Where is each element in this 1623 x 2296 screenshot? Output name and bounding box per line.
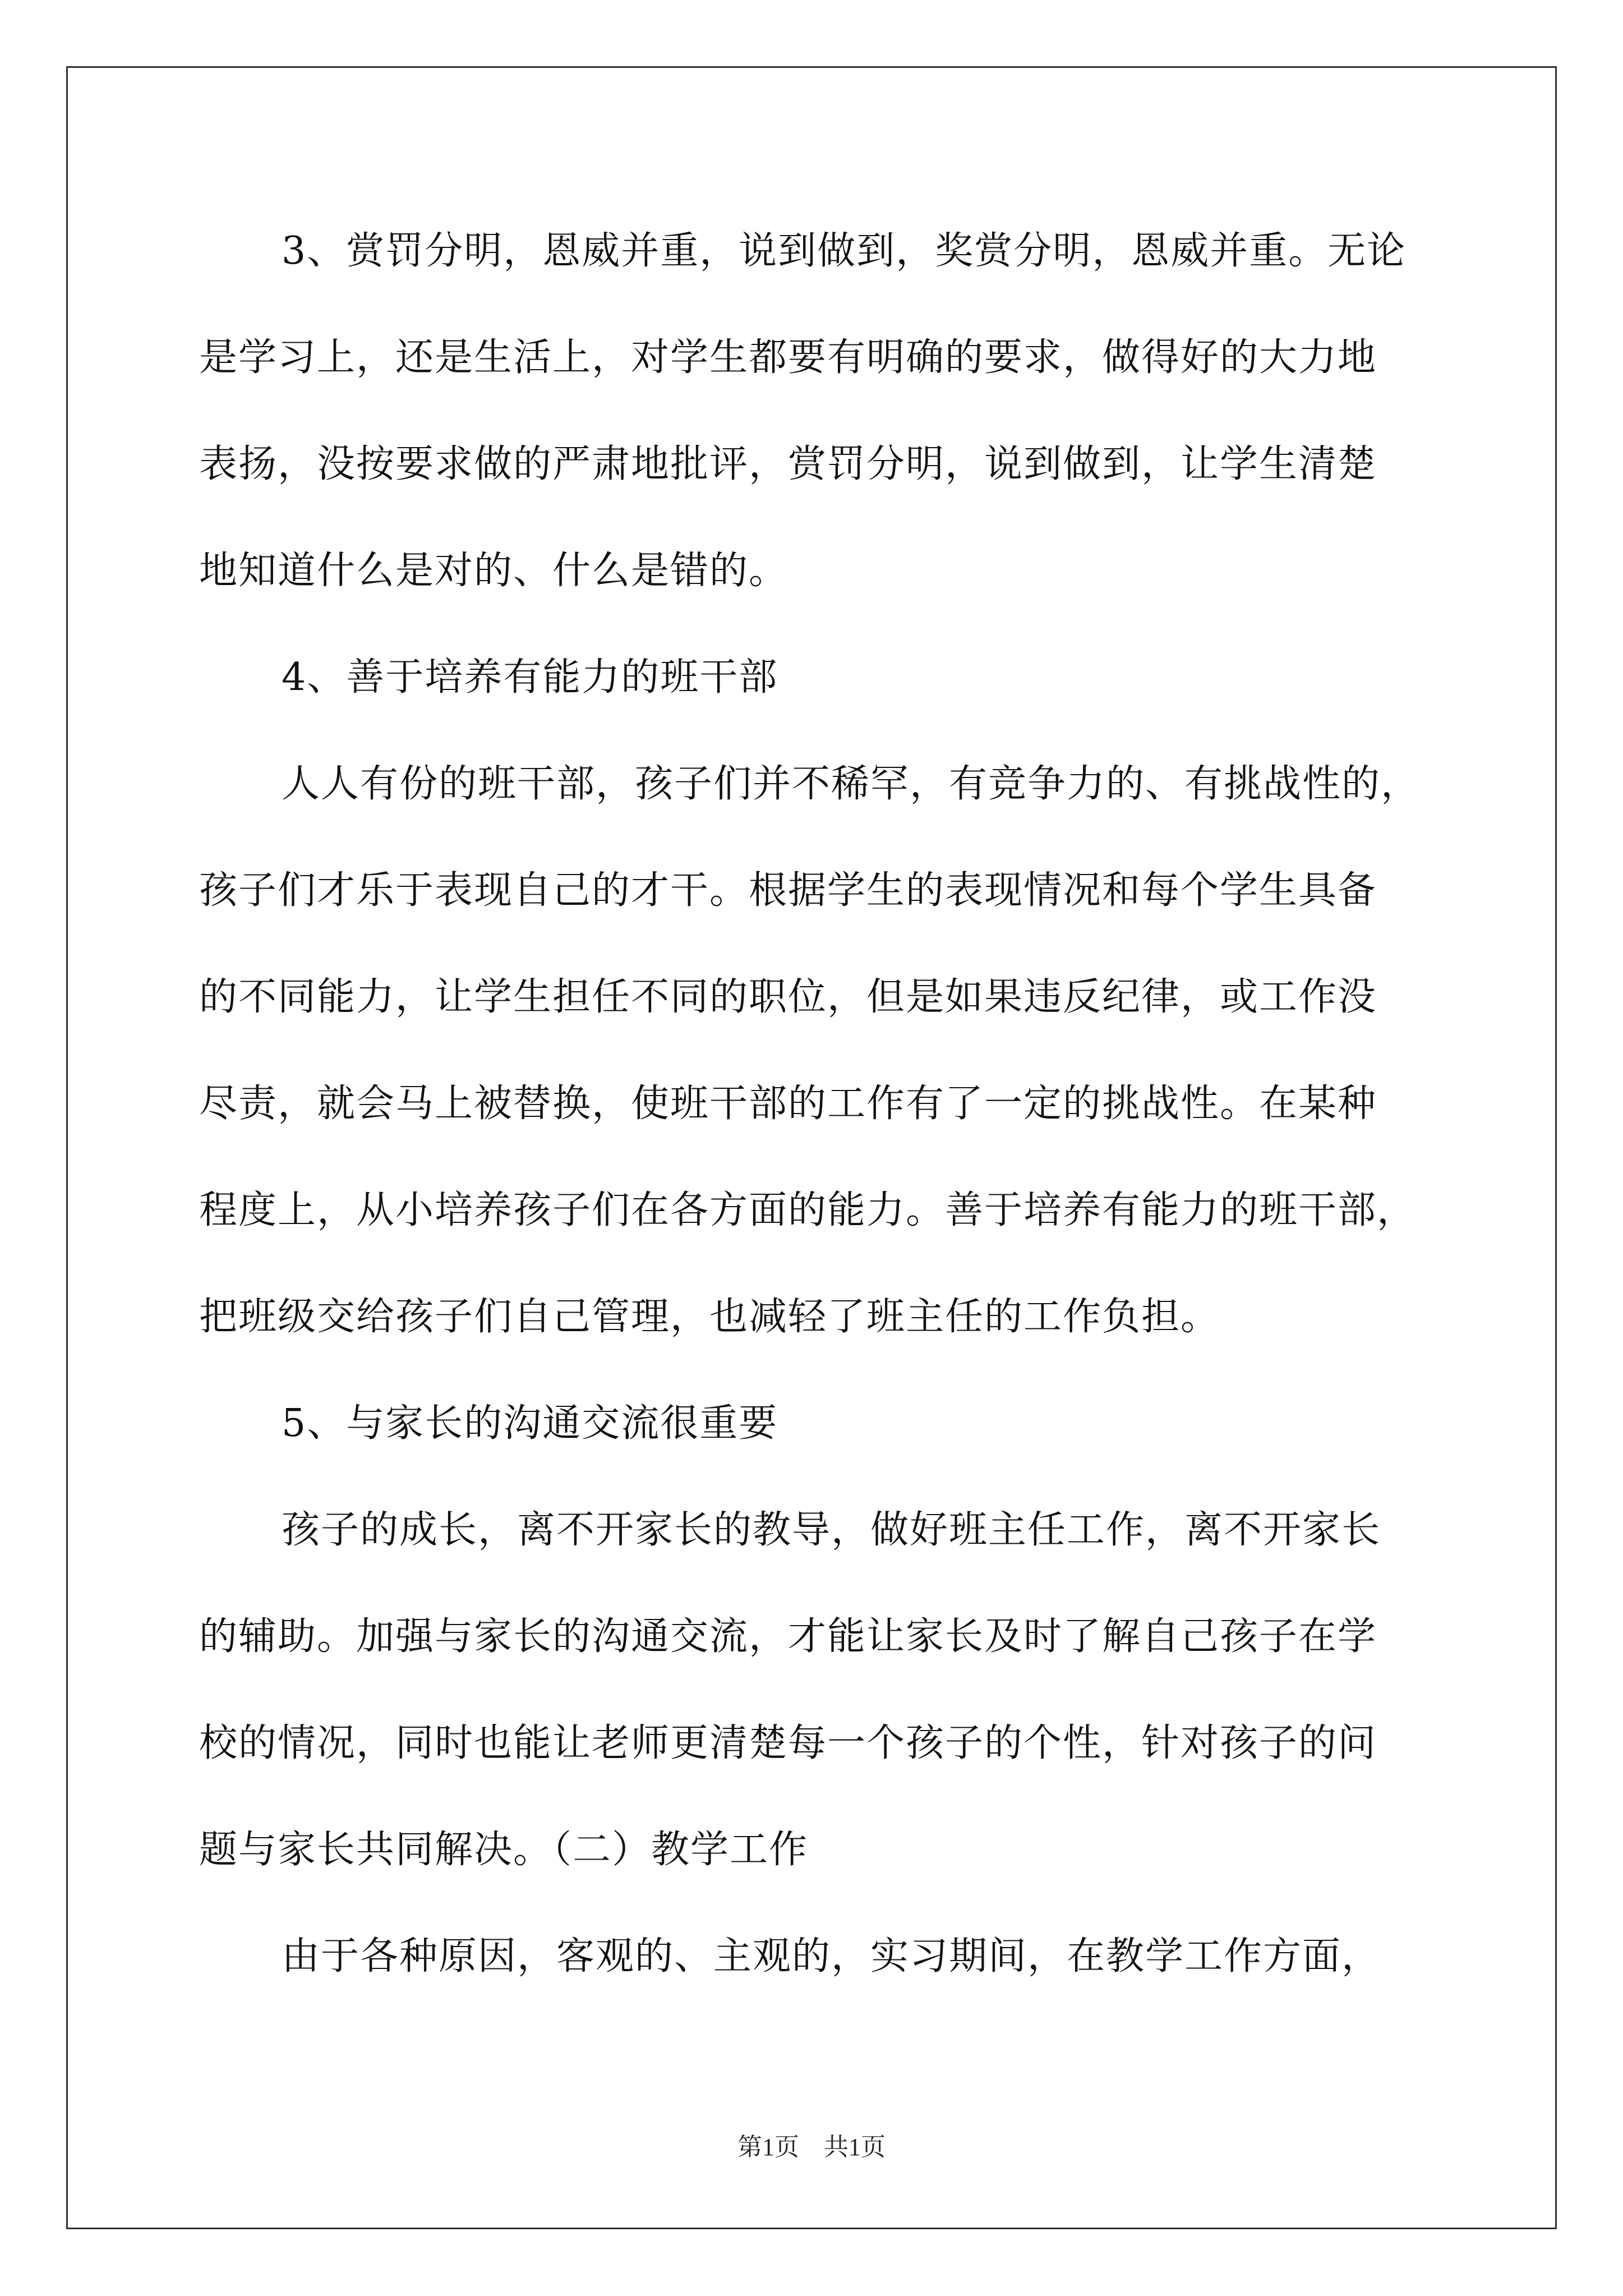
- paragraph-1-line-2: 是学习上，还是生活上，对学生都要有明确的要求，做得好的大力地: [199, 335, 1377, 380]
- paragraph-3-line-6: 把班级交给孩子们自己管理，也减轻了班主任的工作负担。: [199, 1295, 1220, 1339]
- paragraph-6-line-1: 由于各种原因，客观的、主观的，实习期间，在教学工作方面，: [282, 1934, 1381, 1978]
- paragraph-5-line-2: 的辅助。加强与家长的沟通交流，才能让家长及时了解自己孩子在学: [199, 1614, 1377, 1659]
- paragraph-3-line-1: 人人有份的班干部，孩子们并不稀罕，有竞争力的、有挑战性的，: [282, 762, 1421, 806]
- page-number-footer: 第1页 共1页: [737, 2133, 886, 2161]
- paragraph-3-line-3: 的不同能力，让学生担任不同的职位，但是如果违反纪律，或工作没: [199, 975, 1377, 1019]
- paragraph-1-line-4: 地知道什么是对的、什么是错的。: [199, 549, 789, 593]
- paragraph-5-line-3: 校的情况，同时也能让老师更清楚每一个孩子的个性，针对孩子的问: [199, 1721, 1377, 1765]
- section-heading-4: 4、善于培养有能力的班干部: [282, 655, 778, 700]
- paragraph-3-line-2: 孩子们才乐于表现自己的才干。根据学生的表现情况和每个学生具备: [199, 868, 1377, 913]
- paragraph-1-line-3: 表扬，没按要求做的严肃地批评，赏罚分明，说到做到，让学生清楚: [199, 442, 1377, 486]
- page-border: [66, 66, 1557, 2229]
- paragraph-5-line-4: 题与家长共同解决。（二）教学工作: [199, 1828, 809, 1872]
- paragraph-5-line-1: 孩子的成长，离不开家长的教导，做好班主任工作，离不开家长: [282, 1508, 1381, 1552]
- section-heading-5: 5、与家长的沟通交流很重要: [282, 1401, 778, 1446]
- paragraph-1-line-1: 3、赏罚分明，恩威并重，说到做到，奖赏分明，恩威并重。无论: [282, 229, 1407, 273]
- paragraph-3-line-5: 程度上，从小培养孩子们在各方面的能力。善于培养有能力的班干部，: [199, 1188, 1417, 1232]
- paragraph-3-line-4: 尽责，就会马上被替换，使班干部的工作有了一定的挑战性。在某种: [199, 1082, 1377, 1126]
